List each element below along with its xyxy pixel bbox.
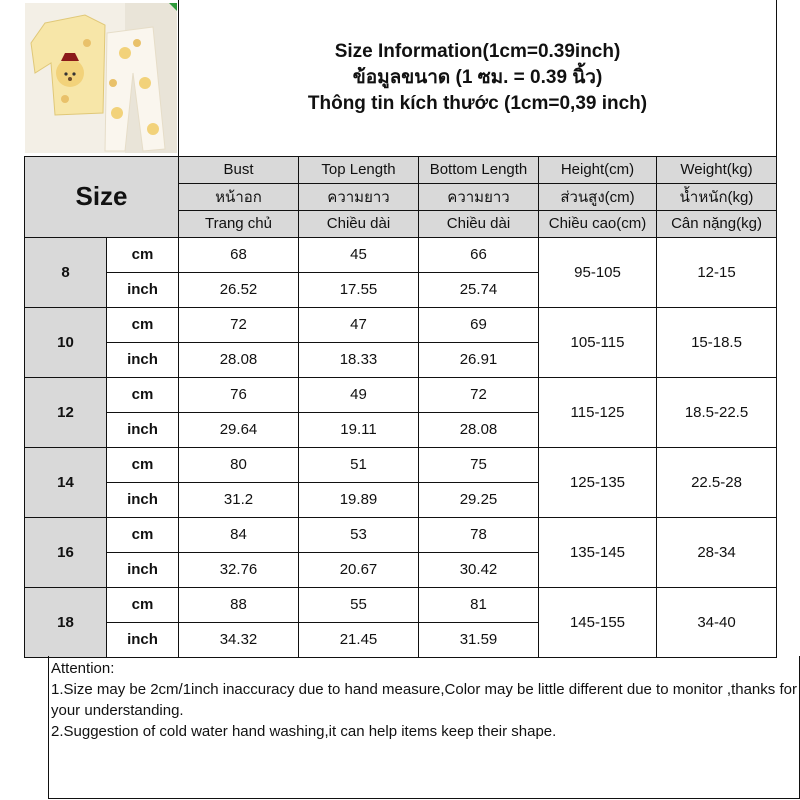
col-header-top-length-th: ความยาว bbox=[299, 183, 419, 210]
size-value: 16 bbox=[25, 517, 107, 587]
size-value: 8 bbox=[25, 237, 107, 307]
top-length-cm: 55 bbox=[299, 587, 419, 622]
bottom-length-inch: 31.59 bbox=[419, 622, 539, 657]
col-header-height-vi: Chiều cao(cm) bbox=[539, 210, 657, 237]
bottom-length-inch: 29.25 bbox=[419, 482, 539, 517]
unit-inch-label: inch bbox=[107, 412, 179, 447]
weight-range: 22.5-28 bbox=[657, 447, 777, 517]
table-row bbox=[25, 237, 777, 272]
height-range: 125-135 bbox=[539, 447, 657, 517]
bust-cm: 80 bbox=[179, 447, 299, 482]
bust-inch: 28.08 bbox=[179, 342, 299, 377]
col-header-height-en: Height(cm) bbox=[539, 156, 657, 183]
attention-note-2: 2.Suggestion of cold water hand washing,it can help items keep their shape. bbox=[51, 723, 557, 740]
col-header-weight-th: น้ำหนัก(kg) bbox=[657, 183, 777, 210]
bottom-length-cm: 72 bbox=[419, 377, 539, 412]
top-length-inch: 20.67 bbox=[299, 552, 419, 587]
size-value: 18 bbox=[25, 587, 107, 657]
weight-range: 12-15 bbox=[657, 237, 777, 307]
top-length-inch: 21.45 bbox=[299, 622, 419, 657]
height-range: 145-155 bbox=[539, 587, 657, 657]
top-length-cm: 53 bbox=[299, 517, 419, 552]
unit-cm-label: cm bbox=[107, 377, 179, 412]
bottom-length-inch: 28.08 bbox=[419, 412, 539, 447]
unit-inch-label: inch bbox=[107, 482, 179, 517]
col-header-weight-en: Weight(kg) bbox=[657, 156, 777, 183]
title-thai: ข้อมูลขนาด (1 ซม. = 0.39 นิ้ว) bbox=[352, 66, 603, 88]
pajama-set-photo bbox=[25, 3, 177, 153]
bottom-length-inch: 30.42 bbox=[419, 552, 539, 587]
weight-range: 28-34 bbox=[657, 517, 777, 587]
size-table bbox=[24, 0, 777, 658]
bottom-length-inch: 26.91 bbox=[419, 342, 539, 377]
unit-inch-label: inch bbox=[107, 622, 179, 657]
top-length-inch: 19.11 bbox=[299, 412, 419, 447]
attention-notes bbox=[48, 656, 800, 799]
table-row bbox=[25, 587, 777, 622]
col-header-top-length-en: Top Length bbox=[299, 156, 419, 183]
weight-range: 18.5-22.5 bbox=[657, 377, 777, 447]
weight-range: 34-40 bbox=[657, 587, 777, 657]
title-cell bbox=[179, 0, 777, 156]
col-header-bust-en: Bust bbox=[179, 156, 299, 183]
size-value: 10 bbox=[25, 307, 107, 377]
top-length-cm: 47 bbox=[299, 307, 419, 342]
weight-range: 15-18.5 bbox=[657, 307, 777, 377]
table-row bbox=[25, 447, 777, 482]
height-range: 95-105 bbox=[539, 237, 657, 307]
height-range: 135-145 bbox=[539, 517, 657, 587]
bust-inch: 32.76 bbox=[179, 552, 299, 587]
col-header-bust-vi: Trang chủ bbox=[179, 210, 299, 237]
bottom-length-cm: 81 bbox=[419, 587, 539, 622]
bust-inch: 29.64 bbox=[179, 412, 299, 447]
unit-inch-label: inch bbox=[107, 342, 179, 377]
bust-cm: 88 bbox=[179, 587, 299, 622]
size-value: 14 bbox=[25, 447, 107, 517]
unit-cm-label: cm bbox=[107, 447, 179, 482]
top-length-inch: 17.55 bbox=[299, 272, 419, 307]
top-length-inch: 19.89 bbox=[299, 482, 419, 517]
title-vietnamese: Thông tin kích thước (1cm=0,39 inch) bbox=[307, 92, 648, 114]
height-range: 115-125 bbox=[539, 377, 657, 447]
col-header-height-th: ส่วนสูง(cm) bbox=[539, 183, 657, 210]
bust-cm: 68 bbox=[179, 237, 299, 272]
top-length-cm: 45 bbox=[299, 237, 419, 272]
top-length-cm: 49 bbox=[299, 377, 419, 412]
bottom-length-inch: 25.74 bbox=[419, 272, 539, 307]
bust-cm: 84 bbox=[179, 517, 299, 552]
bust-cm: 76 bbox=[179, 377, 299, 412]
bottom-length-cm: 78 bbox=[419, 517, 539, 552]
size-value: 12 bbox=[25, 377, 107, 447]
col-header-weight-vi: Cân nặng(kg) bbox=[657, 210, 777, 237]
height-range: 105-115 bbox=[539, 307, 657, 377]
attention-heading: Attention: bbox=[51, 660, 115, 677]
unit-cm-label: cm bbox=[107, 517, 179, 552]
product-photo-cell bbox=[25, 0, 179, 156]
attention-note-1: 1.Size may be 2cm/1inch inaccuracy due to hand measure,Color may be little different due to monitor ,thanks for your understanding. bbox=[51, 681, 797, 719]
unit-inch-label: inch bbox=[107, 552, 179, 587]
table-row bbox=[25, 307, 777, 342]
col-header-bottom-length-vi: Chiều dài bbox=[419, 210, 539, 237]
bust-inch: 31.2 bbox=[179, 482, 299, 517]
col-header-bottom-length-th: ความยาว bbox=[419, 183, 539, 210]
col-header-bottom-length-en: Bottom Length bbox=[419, 156, 539, 183]
title-english: Size Information(1cm=0.39inch) bbox=[334, 40, 621, 62]
unit-inch-label: inch bbox=[107, 272, 179, 307]
table-row bbox=[25, 517, 777, 552]
unit-cm-label: cm bbox=[107, 307, 179, 342]
bust-cm: 72 bbox=[179, 307, 299, 342]
size-rows bbox=[25, 237, 777, 657]
table-row bbox=[25, 377, 777, 412]
bust-inch: 34.32 bbox=[179, 622, 299, 657]
top-length-inch: 18.33 bbox=[299, 342, 419, 377]
bottom-length-cm: 75 bbox=[419, 447, 539, 482]
bottom-length-cm: 69 bbox=[419, 307, 539, 342]
unit-cm-label: cm bbox=[107, 237, 179, 272]
bust-inch: 26.52 bbox=[179, 272, 299, 307]
top-length-cm: 51 bbox=[299, 447, 419, 482]
col-header-top-length-vi: Chiều dài bbox=[299, 210, 419, 237]
col-header-bust-th: หน้าอก bbox=[179, 183, 299, 210]
size-chart bbox=[24, 0, 797, 800]
unit-cm-label: cm bbox=[107, 587, 179, 622]
size-header: Size bbox=[25, 156, 179, 237]
bottom-length-cm: 66 bbox=[419, 237, 539, 272]
